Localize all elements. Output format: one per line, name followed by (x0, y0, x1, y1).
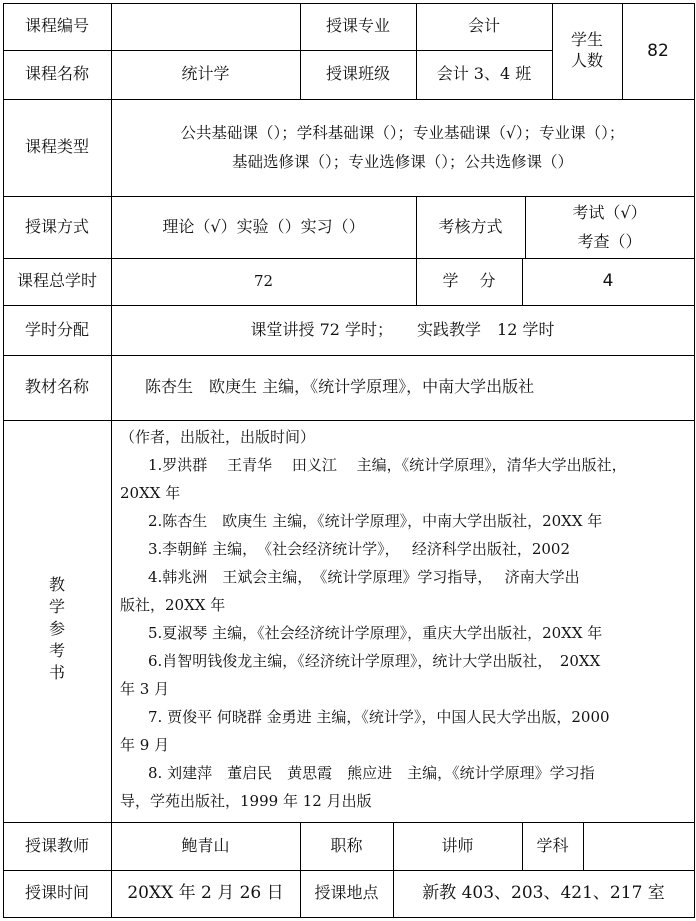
references-label (45, 574, 69, 684)
class-label: 授课班级 (325, 64, 390, 84)
textbook-value: 陈杏生 欧庚生 主编，《统计学原理》，中南大学出版社 (145, 377, 535, 397)
teaching-place-value: 新教 403、203、421、217 室 (422, 883, 665, 904)
reference-line: 5.夏淑琴 主编，《社会经济统计学原理》，重庆大学出版社，20XX 年 (148, 624, 603, 642)
course-type-line2: 基础选修课（）；专业选修课（）；公共选修课（） (231, 152, 573, 171)
reference-line: 1.罗洪群 王青华 田义江 主编，《统计学原理》，清华大学出版社， (148, 456, 627, 474)
course-type-label: 课程类型 (24, 137, 89, 157)
assessment-check: 考查（） (577, 232, 642, 251)
total-hours-value: 72 (253, 271, 274, 290)
total-hours-label: 课程总学时 (16, 271, 97, 291)
teaching-method-value: 理论（√）实验（）实习（） (162, 216, 365, 236)
assessment-exam: 考试（√） (572, 203, 647, 222)
reference-line: 2.陈杏生 欧庚生 主编，《统计学原理》，中南大学出版社，20XX 年 (148, 512, 603, 530)
students-label (552, 3, 622, 99)
textbook-label: 教材名称 (24, 377, 89, 397)
teacher-label: 授课教师 (24, 835, 89, 855)
major-label: 授课专业 (325, 16, 390, 36)
reference-line: 8. 刘建萍 董启民 黄思霞 熊应进 主编，《统计学原理》学习指 (148, 764, 595, 782)
discipline-label: 学科 (536, 835, 569, 855)
credit-value: 4 (602, 271, 614, 292)
reference-line: 4.韩兆洲 王斌会主编， 《统计学原理》学习指导， 济南大学出 (148, 568, 580, 586)
rule (3, 420, 694, 421)
class-value: 会计 3、4 班 (436, 64, 532, 84)
title-label: 职称 (330, 835, 363, 855)
title-value: 讲师 (441, 835, 474, 855)
hours-distribution-value: 课堂讲授 72 学时； 实践教学 12 学时 (250, 319, 555, 339)
course-name-label: 课程名称 (24, 64, 89, 84)
rule (694, 3, 695, 918)
course-name-value: 统计学 (181, 64, 230, 84)
rule (3, 917, 694, 918)
reference-line: 3.李朝鲜 主编， 《社会经济统计学》， 经济科学出版社，2002 (148, 540, 571, 558)
assessment-value (525, 196, 694, 258)
references-list (120, 423, 690, 815)
references-label-char: 学 (48, 597, 65, 616)
reference-line: 年 9 月 (120, 736, 170, 754)
course-code-value (111, 3, 300, 50)
reference-line: 6.肖智明钱俊龙主编，《经济统计学原理》，统计大学出版社， 20XX (148, 652, 601, 670)
students-value: 82 (647, 40, 669, 61)
teacher-name: 鲍青山 (181, 835, 230, 855)
references-label-char: 参 (48, 619, 65, 638)
teaching-method-label: 授课方式 (24, 216, 89, 236)
reference-line: 20XX 年 (120, 484, 181, 502)
reference-line: 7. 贾俊平 何晓群 金勇进 主编，《统计学》，中国人民大学出版，2000 (148, 708, 610, 726)
course-code-label: 课程编号 (24, 16, 89, 36)
students-label-line1: 学生 (570, 30, 603, 50)
reference-line: 导，学苑出版社，1999 年 12 月出版 (120, 792, 372, 810)
hours-distribution-label: 学时分配 (24, 319, 89, 339)
credit-label: 学 分 (442, 271, 496, 291)
major-value: 会计 (467, 16, 500, 36)
reference-line: 年 3 月 (120, 680, 170, 698)
course-type-line1: 公共基础课（）；学科基础课（）；专业基础课（√）；专业课（）； (180, 123, 625, 142)
assessment-label: 考核方式 (438, 216, 503, 236)
references-label-char: 书 (48, 663, 65, 682)
references-header: （作者，出版社，出版时间） (120, 428, 316, 446)
students-label-line2: 人数 (570, 51, 603, 70)
teaching-time-value: 20XX 年 2 月 26 日 (127, 883, 284, 904)
reference-line: 版社，20XX 年 (120, 596, 226, 614)
teaching-place-label: 授课地点 (314, 883, 379, 903)
references-label-char: 考 (48, 641, 65, 660)
discipline-value (583, 822, 694, 870)
references-label-char: 教 (48, 575, 65, 594)
teaching-time-label: 授课时间 (24, 883, 89, 903)
course-type-options (111, 99, 694, 196)
